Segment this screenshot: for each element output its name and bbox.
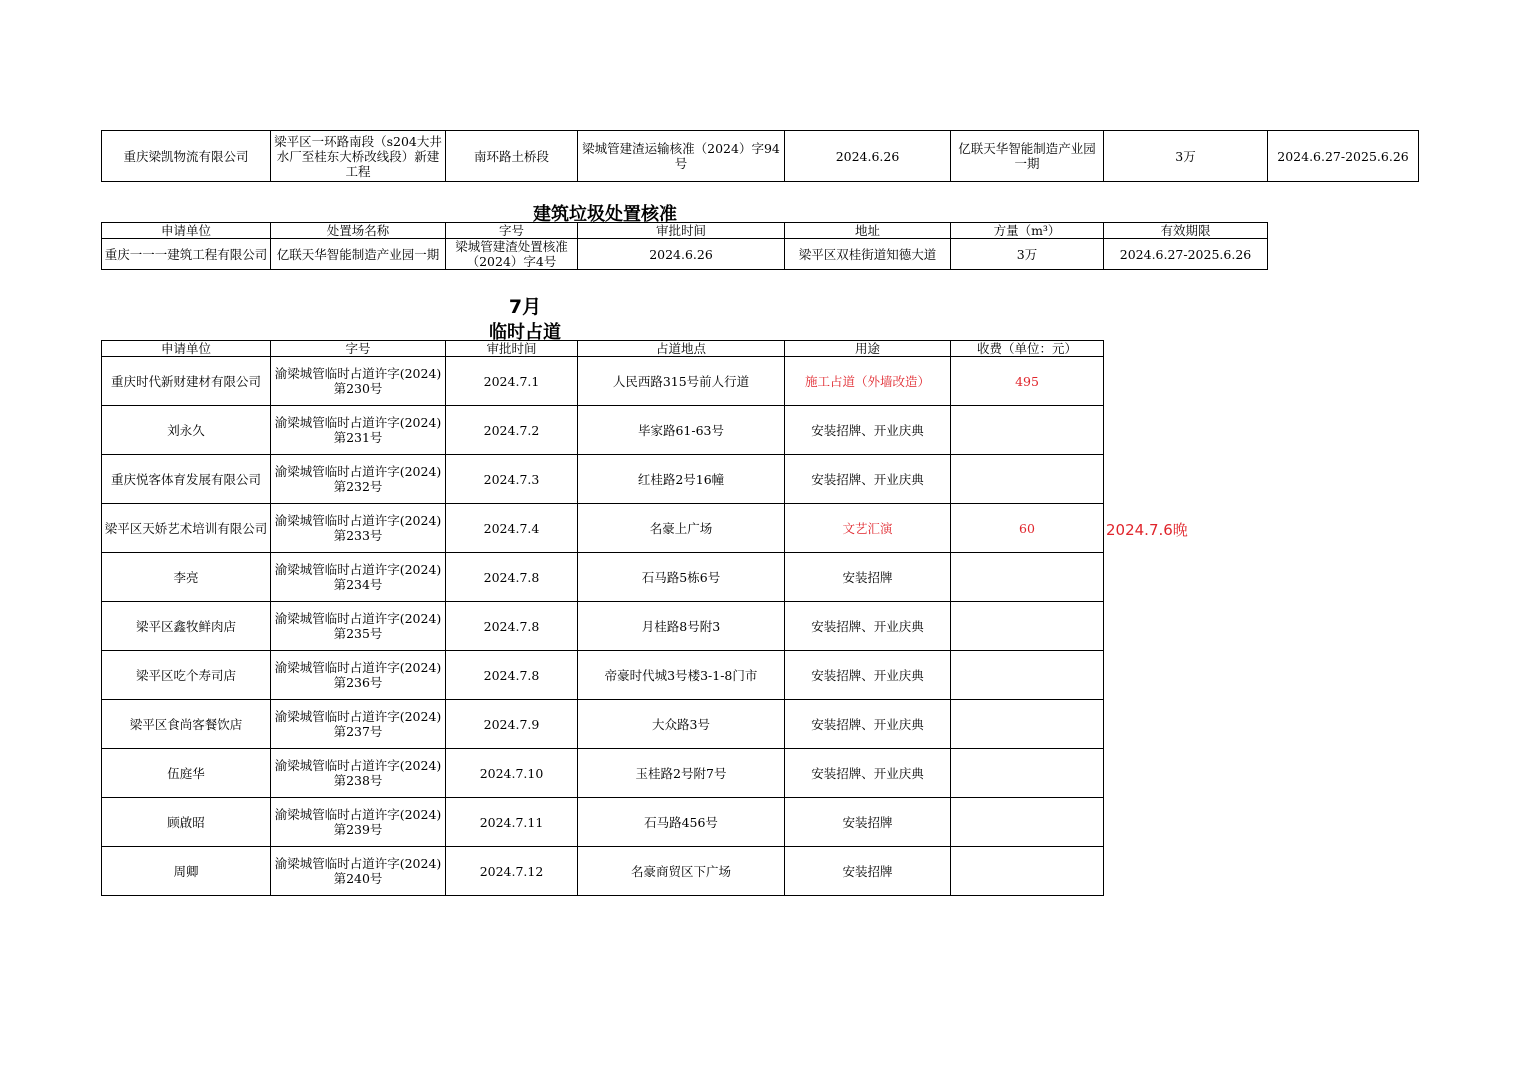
cell-location: 红桂路2号16幢 — [578, 455, 785, 504]
header-address: 地址 — [785, 223, 951, 239]
table-header-row — [102, 341, 1104, 357]
cell-fee — [951, 847, 1104, 896]
header-approval-date: 审批时间 — [446, 341, 578, 357]
cell-validity: 2024.6.27-2025.6.26 — [1268, 131, 1419, 182]
cell-purpose: 安装招牌、开业庆典 — [785, 455, 951, 504]
table-row — [102, 131, 1419, 182]
cell-applicant: 梁平区鑫牧鲜肉店 — [102, 602, 271, 651]
cell-approval-date: 2024.7.8 — [446, 602, 578, 651]
cell-permit-no: 渝梁城管临时占道许字(2024)第234号 — [271, 553, 446, 602]
cell-fee — [951, 651, 1104, 700]
cell-applicant: 梁平区天娇艺术培训有限公司 — [102, 504, 271, 553]
cell-route: 南环路土桥段 — [446, 131, 578, 182]
cell-fee — [951, 553, 1104, 602]
cell-applicant: 梁平区食尚客餐饮店 — [102, 700, 271, 749]
cell-applicant: 重庆一一一建筑工程有限公司 — [102, 239, 271, 270]
cell-location: 毕家路61-63号 — [578, 406, 785, 455]
cell-permit-no: 渝梁城管临时占道许字(2024)第232号 — [271, 455, 446, 504]
header-permit-no: 字号 — [271, 341, 446, 357]
disposal-section-title: 建筑垃圾处置核准 — [533, 204, 677, 225]
cell-fee: 495 — [951, 357, 1104, 406]
cell-permit-no: 渝梁城管临时占道许字(2024)第230号 — [271, 357, 446, 406]
table-row — [102, 239, 1268, 270]
cell-location: 大众路3号 — [578, 700, 785, 749]
cell-approval-date: 2024.7.12 — [446, 847, 578, 896]
cell-permit-no: 渝梁城管临时占道许字(2024)第239号 — [271, 798, 446, 847]
occupancy-section-title: 临时占道 — [489, 322, 561, 343]
cell-approval-date: 2024.7.10 — [446, 749, 578, 798]
cell-approval-date: 2024.7.8 — [446, 651, 578, 700]
cell-location: 名豪上广场 — [578, 504, 785, 553]
table-row — [102, 798, 1104, 847]
cell-approval-date: 2024.7.9 — [446, 700, 578, 749]
table-row — [102, 602, 1104, 651]
header-permit-no: 字号 — [446, 223, 578, 239]
cell-fee — [951, 798, 1104, 847]
cell-applicant: 梁平区吃个寿司店 — [102, 651, 271, 700]
cell-purpose: 施工占道（外墙改造） — [785, 357, 951, 406]
table-row — [102, 847, 1104, 896]
cell-location: 石马路5栋6号 — [578, 553, 785, 602]
cell-volume: 3万 — [1104, 131, 1268, 182]
cell-purpose: 安装招牌、开业庆典 — [785, 602, 951, 651]
cell-applicant: 顾啟昭 — [102, 798, 271, 847]
header-applicant: 申请单位 — [102, 223, 271, 239]
occupancy-permit-table — [101, 340, 1104, 896]
cell-location: 帝豪时代城3号楼3-1-8门市 — [578, 651, 785, 700]
cell-applicant: 刘永久 — [102, 406, 271, 455]
cell-applicant: 周卿 — [102, 847, 271, 896]
cell-fee — [951, 406, 1104, 455]
cell-applicant: 李亮 — [102, 553, 271, 602]
cell-applicant: 重庆梁凯物流有限公司 — [102, 131, 271, 182]
cell-approval-date: 2024.7.2 — [446, 406, 578, 455]
cell-approval-date: 2024.6.26 — [578, 239, 785, 270]
cell-permit-no: 渝梁城管临时占道许字(2024)第240号 — [271, 847, 446, 896]
table-row — [102, 553, 1104, 602]
header-approval-date: 审批时间 — [578, 223, 785, 239]
cell-fee — [951, 455, 1104, 504]
cell-purpose: 安装招牌 — [785, 798, 951, 847]
cell-permit-no: 渝梁城管临时占道许字(2024)第238号 — [271, 749, 446, 798]
disposal-approval-table — [101, 222, 1268, 270]
cell-address: 梁平区双桂街道知德大道 — [785, 239, 951, 270]
table-row — [102, 700, 1104, 749]
cell-permit-no: 渝梁城管临时占道许字(2024)第235号 — [271, 602, 446, 651]
cell-project: 梁平区一环路南段（s204大井水厂至桂东大桥改线段）新建工程 — [271, 131, 446, 182]
cell-purpose: 安装招牌、开业庆典 — [785, 700, 951, 749]
cell-fee — [951, 700, 1104, 749]
cell-approval-date: 2024.7.8 — [446, 553, 578, 602]
cell-location: 月桂路8号附3 — [578, 602, 785, 651]
cell-disposal-site: 亿联天华智能制造产业园一期 — [271, 239, 446, 270]
cell-applicant: 重庆时代新财建材有限公司 — [102, 357, 271, 406]
cell-purpose: 安装招牌、开业庆典 — [785, 749, 951, 798]
cell-fee — [951, 749, 1104, 798]
header-validity: 有效期限 — [1104, 223, 1268, 239]
header-location: 占道地点 — [578, 341, 785, 357]
header-applicant: 申请单位 — [102, 341, 271, 357]
cell-purpose: 安装招牌 — [785, 553, 951, 602]
cell-approval-date: 2024.6.26 — [785, 131, 951, 182]
table-row — [102, 651, 1104, 700]
cell-approval-date: 2024.7.4 — [446, 504, 578, 553]
cell-site: 亿联天华智能制造产业园一期 — [951, 131, 1104, 182]
cell-location: 玉桂路2号附7号 — [578, 749, 785, 798]
cell-permit-no: 梁城管建渣运输核准（2024）字94号 — [578, 131, 785, 182]
cell-approval-date: 2024.7.3 — [446, 455, 578, 504]
table-row — [102, 357, 1104, 406]
table-row — [102, 455, 1104, 504]
table-row — [102, 504, 1104, 553]
cell-fee: 60 — [951, 504, 1104, 553]
cell-approval-date: 2024.7.11 — [446, 798, 578, 847]
cell-location: 名豪商贸区下广场 — [578, 847, 785, 896]
cell-permit-no: 渝梁城管临时占道许字(2024)第236号 — [271, 651, 446, 700]
cell-permit-no: 渝梁城管临时占道许字(2024)第231号 — [271, 406, 446, 455]
cell-purpose: 安装招牌 — [785, 847, 951, 896]
cell-permit-no: 渝梁城管临时占道许字(2024)第233号 — [271, 504, 446, 553]
date-note: 2024.7.6晚 — [1106, 521, 1188, 539]
header-purpose: 用途 — [785, 341, 951, 357]
header-volume: 方量（m³） — [951, 223, 1104, 239]
cell-approval-date: 2024.7.1 — [446, 357, 578, 406]
table-row — [102, 406, 1104, 455]
cell-applicant: 重庆悦客体育发展有限公司 — [102, 455, 271, 504]
header-fee: 收费（单位：元） — [951, 341, 1104, 357]
cell-applicant: 伍庭华 — [102, 749, 271, 798]
cell-permit-no: 梁城管建渣处置核准（2024）字4号 — [446, 239, 578, 270]
cell-purpose: 安装招牌、开业庆典 — [785, 651, 951, 700]
cell-purpose: 安装招牌、开业庆典 — [785, 406, 951, 455]
cell-validity: 2024.6.27-2025.6.26 — [1104, 239, 1268, 270]
cell-fee — [951, 602, 1104, 651]
cell-permit-no: 渝梁城管临时占道许字(2024)第237号 — [271, 700, 446, 749]
header-disposal-site: 处置场名称 — [271, 223, 446, 239]
month-title: 7月 — [508, 296, 542, 318]
cell-location: 石马路456号 — [578, 798, 785, 847]
table-header-row — [102, 223, 1268, 239]
table-row — [102, 749, 1104, 798]
cell-location: 人民西路315号前人行道 — [578, 357, 785, 406]
cell-purpose: 文艺汇演 — [785, 504, 951, 553]
cell-volume: 3万 — [951, 239, 1104, 270]
transport-approval-table — [101, 130, 1419, 182]
